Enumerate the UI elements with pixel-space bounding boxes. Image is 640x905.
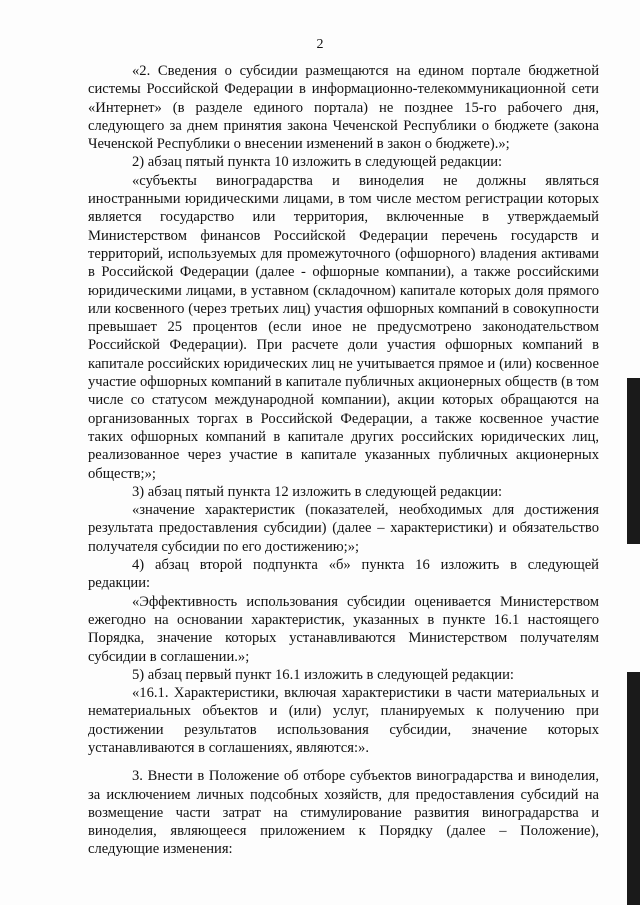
paragraph-amendment-2: 2) абзац пятый пункта 10 изложить в следующей редакции: [132, 154, 503, 171]
paragraph-amendment-5: 5) абзац первый пункт 16.1 изложить в следующей редакции: [132, 666, 514, 683]
paragraph-16-1: «16.1. Характеристики, включая характеристики в части материальных и нематериальных объектов и (или) услуг, планируемых к получению при достижении результатов использования субсидии, значение которых устанавливаются в соглашениях, являются:». [88, 685, 599, 756]
page-number: 2 [316, 37, 324, 52]
paragraph-characteristics-value: «значение характеристик (показателей, необходимых для достижения результата предоставления субсидии) (далее – характеристики) и обязательство получателя субсидии по его достижению;»; [88, 502, 599, 555]
paragraph-offshore-requirement: «субъекты виноградарства и виноделия не должны являться иностранными юридическими лицами, в том числе местом регистрации которых является государство или территория, включенные в утверждаемый Министерством финансов Российской Федерации перечень государств и территорий, используемых для промежуточного (офшорного) владения активами в Российской Федерации (далее - офшорные компании), а также российскими юридическими лицами, в уставном (складочном) капитале которых доля прямого или косвенного (через третьих лиц) участия офшорных компаний в совокупности превышает 25 процентов (если иное не предусмотрено законодательством Российской Федерации). При расчете доли участия офшорных компаний в капитале российских юридических лиц не учитывается прямое и (или) косвенное участие офшорных компаний в капитале публичных акционерных обществ (в том числе со статусом международной компании), акции которых обращаются на организованных торгах в Российской Федерации, а также косвенное участие таких офшорных компаний в капитале других российских юридических лиц, реализованное через участие в капитале указанных публичных акционерных обществ;»; [88, 172, 599, 482]
paragraph-portal-info: «2. Сведения о субсидии размещаются на едином портале бюджетной системы Российской Федерации в информационно-телекоммуникационной сети «Интернет» (в разделе единого портала) не позднее 15-го рабочего дня, следующего за днем принятия закона Чеченской Республики о бюджете (закона Чеченской Республики о внесении изменений в закон о бюджете).»; [88, 63, 599, 153]
paragraph-amendment-4: 4) абзац второй подпункта «б» пункта 16 изложить в следующей редакции: [88, 557, 599, 592]
paragraph-section-3: 3. Внести в Положение об отборе субъектов виноградарства и виноделия, за исключением личных подсобных хозяйств, для предоставления субсидий на возмещение части затрат на стимулирование развития виноградарства и виноделия, являющееся приложением к Порядку (далее – Положение), следующие изменения: [88, 768, 599, 858]
paragraph-efficiency: «Эффективность использования субсидии оценивается Министерством ежегодно на основании характеристик, указанных в пункте 16.1 настоящего Порядка, значение которых устанавливаются Министерством получателям субсидии в соглашении.»; [88, 593, 599, 665]
scan-edge-mark [627, 378, 640, 544]
scan-edge-mark [627, 672, 640, 905]
document-body [88, 62, 599, 859]
paragraph-amendment-3: 3) абзац пятый пункта 12 изложить в следующей редакции: [132, 483, 503, 500]
